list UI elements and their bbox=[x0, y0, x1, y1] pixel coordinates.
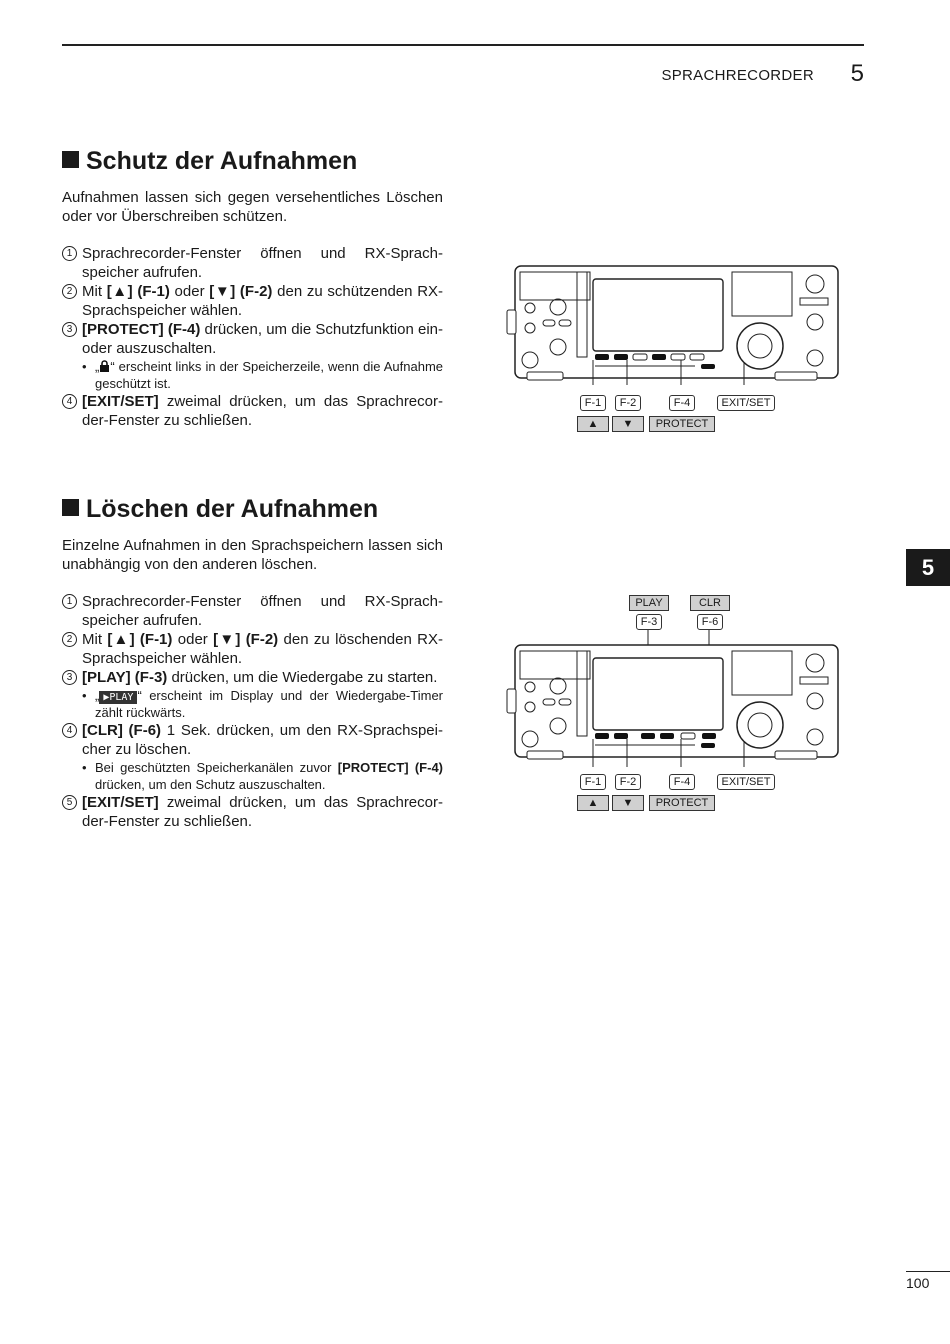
section-intro: Einzelne Aufnahmen in den Sprachspeichern lassen sich unabhängig von den anderen löschen. bbox=[62, 537, 443, 573]
section-intro: Aufnahmen lassen sich gegen versehentliches Löschen oder vor Überschreiben schützen. bbox=[62, 189, 443, 225]
section-delete bbox=[62, 494, 443, 831]
section-protect bbox=[62, 146, 443, 430]
step-note: • Bei geschützten Speicherkanälen zuvor [PROTECT] (F-4) drücken, um den Schutz auszuschalten. bbox=[82, 759, 443, 793]
step-list bbox=[62, 244, 443, 430]
step-item: 4 [CLR] (F-6) 1 Sek. drücken, um den RX-Sprachspeicher zu löschen. • Bei geschützten Speicherkanälen zuvor [PROTECT] (F-4) drücken, um den Schutz auszuschalten. bbox=[62, 721, 443, 793]
step-item: 3 [PROTECT] (F-4) drücken, um die Schutzfunktion ein- oder auszuschalten. • „ “ erscheint links in der Speicherzeile, wenn die Aufnahme geschützt ist. bbox=[62, 320, 443, 392]
protect-function-label: PROTECT bbox=[649, 416, 715, 432]
transceiver-front-panel-icon bbox=[505, 630, 850, 780]
up-arrow-icon: ▲ bbox=[577, 795, 609, 811]
step-list bbox=[62, 592, 443, 831]
down-arrow-icon: ▼ bbox=[612, 795, 644, 811]
f4-key-label: F-4 bbox=[669, 395, 695, 411]
top-rule bbox=[62, 44, 864, 46]
exit-set-key-label: EXIT/SET bbox=[717, 774, 775, 790]
header-section-title: SPRACHRECORDER bbox=[661, 67, 814, 84]
play-indicator-icon: ▶PLAY bbox=[99, 691, 137, 704]
square-bullet-icon bbox=[62, 151, 79, 168]
step-note: • „ ▶PLAY “ erscheint im Display und der Wiedergabe-Timer zählt rückwärts. bbox=[82, 687, 443, 721]
page-number: 100 bbox=[906, 1275, 930, 1291]
f2-key-label: F-2 bbox=[615, 395, 641, 411]
f1-key-label: F-1 bbox=[580, 774, 606, 790]
down-arrow-icon: ▼ bbox=[612, 416, 644, 432]
page-number-rule bbox=[906, 1271, 950, 1272]
f6-key-label: F-6 bbox=[697, 614, 723, 630]
header-chapter-number: 5 bbox=[850, 60, 864, 87]
step-item: 2 Mit [▲] (F-1) oder [▼] (F-2) den zu löschenden RX-Sprachspeicher wählen. bbox=[62, 630, 443, 668]
transceiver-front-panel-icon bbox=[505, 262, 850, 387]
f4-key-label: F-4 bbox=[669, 774, 695, 790]
f3-key-label: F-3 bbox=[636, 614, 662, 630]
clr-function-label: CLR bbox=[690, 595, 730, 611]
step-item: 4 [EXIT/SET] zweimal drücken, um das Sprachrecorder-Fenster zu schließen. bbox=[62, 392, 443, 430]
up-arrow-icon: ▲ bbox=[577, 416, 609, 432]
step-item: 2 Mit [▲] (F-1) oder [▼] (F-2) den zu schützenden RX-Sprachspeicher wählen. bbox=[62, 282, 443, 320]
step-item: 3 [PLAY] (F-3) drücken, um die Wiedergabe zu starten. • „ ▶PLAY “ erscheint im Display und der Wiedergabe-Timer zählt rückwärts. bbox=[62, 668, 443, 721]
section-heading: Löschen der Aufnahmen bbox=[62, 494, 443, 524]
chapter-side-tab: 5 bbox=[906, 549, 950, 586]
f2-key-label: F-2 bbox=[615, 774, 641, 790]
step-note: • „ “ erscheint links in der Speicherzeile, wenn die Aufnahme geschützt ist. bbox=[82, 358, 443, 392]
square-bullet-icon bbox=[62, 499, 79, 516]
transceiver-figure-1 bbox=[505, 262, 850, 437]
f1-key-label: F-1 bbox=[580, 395, 606, 411]
transceiver-figure-2 bbox=[505, 594, 850, 819]
step-item: 1 Sprachrecorder-Fenster öffnen und RX-Sprachspeicher aufrufen. bbox=[62, 244, 443, 282]
step-item: 1 Sprachrecorder-Fenster öffnen und RX-Sprachspeicher aufrufen. bbox=[62, 592, 443, 630]
step-item: 5 [EXIT/SET] zweimal drücken, um das Sprachrecorder-Fenster zu schließen. bbox=[62, 793, 443, 831]
lock-icon bbox=[99, 360, 110, 372]
protect-function-label: PROTECT bbox=[649, 795, 715, 811]
play-function-label: PLAY bbox=[629, 595, 669, 611]
exit-set-key-label: EXIT/SET bbox=[717, 395, 775, 411]
section-heading: Schutz der Aufnahmen bbox=[62, 146, 443, 176]
